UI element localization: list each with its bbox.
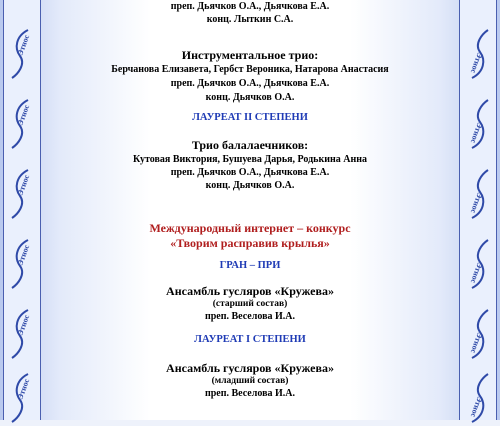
svg-text:Этнос: Этнос — [15, 313, 32, 337]
etnos-logo-icon — [462, 26, 494, 82]
diploma-content — [44, 0, 456, 420]
etnos-logo-icon — [6, 166, 38, 222]
svg-text:Этнос: Этнос — [468, 121, 485, 145]
etnos-logo-icon — [462, 166, 494, 222]
etnos-logo-icon — [6, 26, 38, 82]
svg-text:Этнос: Этнос — [15, 377, 32, 401]
instrumental-trio-title: Инструментальное трио: — [181, 48, 319, 62]
etnos-logo-icon — [462, 236, 494, 292]
etnos-logo-icon — [6, 96, 38, 152]
svg-text:Этнос: Этнос — [15, 103, 32, 127]
etnos-logo-icon — [6, 236, 38, 292]
laureate-1-heading: ЛАУРЕАТ I СТЕПЕНИ — [194, 334, 306, 345]
etnos-logo-icon — [6, 370, 38, 426]
svg-text:Этнос: Этнос — [468, 191, 485, 215]
svg-text:Этнос: Этнос — [15, 33, 32, 57]
contest-name-line2: «Творим расправив крылья» — [170, 236, 330, 250]
grand-prix-ensemble-sub: (старший состав) — [212, 299, 288, 309]
etnos-logo-icon — [462, 96, 494, 152]
laureate-1-teacher: преп. Веселова И.А. — [204, 388, 295, 399]
svg-text:Этнос: Этнос — [468, 331, 485, 355]
svg-text:Этнос: Этнос — [468, 395, 485, 419]
top-teachers: преп. Дьячков О.А., Дьячкова Е.А. — [170, 1, 330, 12]
balalaika-trio-teachers: преп. Дьячков О.А., Дьячкова Е.А. — [170, 167, 330, 178]
laureate-1-ensemble-sub: (младший состав) — [211, 376, 289, 386]
svg-text:Этнос: Этнос — [15, 243, 32, 267]
svg-text:Этнос: Этнос — [468, 51, 485, 75]
laureate-2-heading: ЛАУРЕАТ II СТЕПЕНИ — [192, 112, 308, 123]
top-concertmaster: конц. Лыткин С.А. — [206, 14, 294, 25]
grand-prix-ensemble-title: Ансамбль гусляров «Кружева» — [166, 284, 334, 298]
right-border-strip — [459, 0, 497, 420]
balalaika-trio-title: Трио балалаечников: — [191, 138, 309, 152]
etnos-logo-icon — [6, 306, 38, 362]
left-border-strip — [3, 0, 41, 420]
laureate-1-ensemble-title: Ансамбль гусляров «Кружева» — [166, 361, 334, 375]
grand-prix-heading: ГРАН – ПРИ — [219, 260, 281, 271]
balalaika-trio-members: Кутовая Виктория, Бушуева Дарья, Родькина Анна — [133, 154, 367, 165]
balalaika-trio-concertmaster: конц. Дьячков О.А. — [205, 180, 295, 191]
svg-text:Этнос: Этнос — [468, 261, 485, 285]
contest-name-line1: Международный интернет – конкурс — [149, 221, 351, 235]
etnos-logo-icon — [462, 370, 494, 426]
instrumental-trio-members: Берчанова Елизавета, Гербст Вероника, Натарова Анастасия — [111, 64, 389, 75]
instrumental-trio-concertmaster: конц. Дьячков О.А. — [205, 92, 295, 103]
grand-prix-teacher: преп. Веселова И.А. — [204, 311, 295, 322]
svg-text:Этнос: Этнос — [15, 173, 32, 197]
instrumental-trio-teachers: преп. Дьячков О.А., Дьячкова Е.А. — [170, 78, 330, 89]
etnos-logo-icon — [462, 306, 494, 362]
